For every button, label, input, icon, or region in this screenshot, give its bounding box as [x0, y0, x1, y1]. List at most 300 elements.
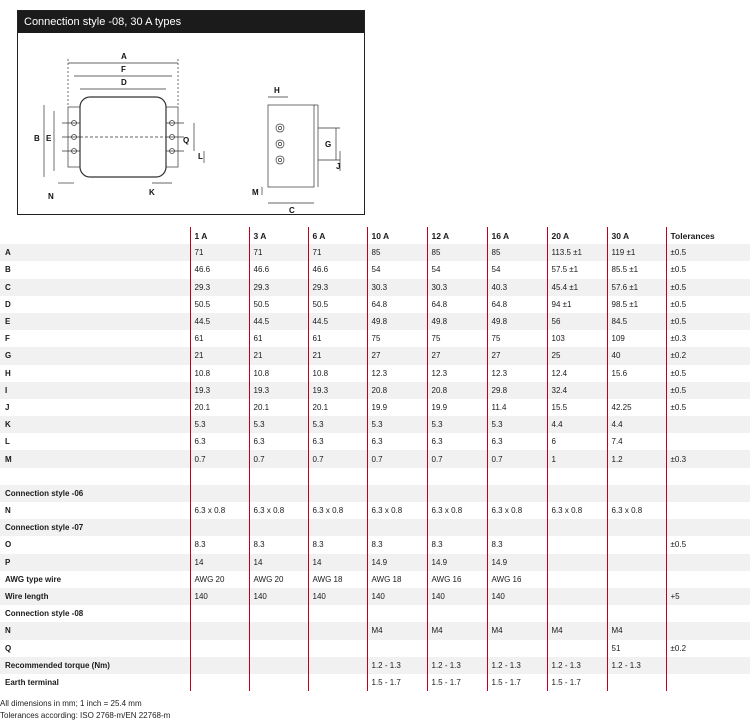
table-cell: [666, 468, 750, 485]
table-cell: [249, 640, 308, 657]
table-cell: AWG 20: [190, 571, 249, 588]
table-cell: 19.3: [249, 382, 308, 399]
table-cell: 1.5 - 1.7: [547, 674, 607, 691]
table-cell: [367, 605, 427, 622]
header-cell: 3 A: [249, 227, 308, 244]
table-cell: 8.3: [487, 536, 547, 553]
table-cell: [547, 485, 607, 502]
label-q: Q: [183, 136, 190, 145]
table-row: [0, 485, 750, 502]
table-row: [0, 244, 750, 261]
row-label: K: [0, 416, 190, 433]
table-cell: 30.3: [367, 279, 427, 296]
table-cell: [666, 674, 750, 691]
table-cell: [487, 519, 547, 536]
table-cell: [487, 640, 547, 657]
table-cell: 12.4: [547, 365, 607, 382]
table-cell: 12.3: [367, 365, 427, 382]
table-cell: 14.9: [427, 554, 487, 571]
table-cell: 85.5 ±1: [607, 261, 666, 278]
table-row: [0, 261, 750, 278]
table-cell: 25: [547, 347, 607, 364]
table-cell: [666, 416, 750, 433]
label-j: J: [336, 162, 341, 171]
table-cell: 14.9: [367, 554, 427, 571]
table-cell: [427, 605, 487, 622]
table-cell: [547, 536, 607, 553]
table-cell: 54: [487, 261, 547, 278]
table-cell: +5: [666, 588, 750, 605]
table-cell: 20.8: [367, 382, 427, 399]
table-cell: 140: [427, 588, 487, 605]
table-cell: 5.3: [190, 416, 249, 433]
table-cell: [666, 502, 750, 519]
table-cell: 14: [308, 554, 367, 571]
table-row: [0, 554, 750, 571]
table-cell: [308, 674, 367, 691]
table-cell: [547, 640, 607, 657]
table-cell: [190, 657, 249, 674]
table-cell: M4: [427, 622, 487, 639]
table-cell: 27: [427, 347, 487, 364]
table-cell: ±0.5: [666, 279, 750, 296]
row-label: D: [0, 296, 190, 313]
table-cell: AWG 16: [427, 571, 487, 588]
header-cell: 20 A: [547, 227, 607, 244]
table-cell: 61: [190, 330, 249, 347]
table-cell: 44.5: [190, 313, 249, 330]
table-cell: 50.5: [190, 296, 249, 313]
table-cell: 40.3: [487, 279, 547, 296]
row-label: H: [0, 365, 190, 382]
table-cell: 119 ±1: [607, 244, 666, 261]
table-cell: 6.3: [308, 433, 367, 450]
table-cell: 75: [367, 330, 427, 347]
header-cell: 16 A: [487, 227, 547, 244]
table-cell: 12.3: [487, 365, 547, 382]
table-cell: [666, 433, 750, 450]
table-cell: 1.2 - 1.3: [427, 657, 487, 674]
table-cell: [367, 640, 427, 657]
table-cell: 1.2 - 1.3: [607, 657, 666, 674]
table-cell: [190, 640, 249, 657]
drawing-svg: [18, 33, 364, 214]
table-cell: 54: [367, 261, 427, 278]
table-cell: 0.7: [367, 450, 427, 467]
table-cell: ±0.2: [666, 347, 750, 364]
table-cell: 56: [547, 313, 607, 330]
table-cell: ±0.5: [666, 261, 750, 278]
table-cell: 49.8: [427, 313, 487, 330]
label-h: H: [274, 86, 280, 95]
dimension-drawing: [17, 10, 365, 215]
table-cell: 0.7: [308, 450, 367, 467]
table-cell: 113.5 ±1: [547, 244, 607, 261]
table-cell: 84.5: [607, 313, 666, 330]
table-row: [0, 433, 750, 450]
table-cell: [190, 674, 249, 691]
table-cell: 5.3: [308, 416, 367, 433]
table-cell: 29.3: [308, 279, 367, 296]
table-cell: [249, 622, 308, 639]
table-cell: [308, 519, 367, 536]
table-cell: [666, 657, 750, 674]
table-cell: 57.5 ±1: [547, 261, 607, 278]
table-cell: 4.4: [547, 416, 607, 433]
table-row: [0, 588, 750, 605]
table-cell: [607, 536, 666, 553]
row-label: AWG type wire: [0, 571, 190, 588]
table-cell: 10.8: [249, 365, 308, 382]
filter-body-side: [268, 105, 314, 187]
header-cell: Tolerances: [666, 227, 750, 244]
row-label: E: [0, 313, 190, 330]
table-cell: [666, 571, 750, 588]
table-cell: 5.3: [427, 416, 487, 433]
row-label: M: [0, 450, 190, 467]
label-d: D: [121, 78, 127, 87]
table-cell: 44.5: [308, 313, 367, 330]
table-cell: 50.5: [249, 296, 308, 313]
table-cell: [666, 622, 750, 639]
table-cell: [487, 468, 547, 485]
table-cell: 140: [308, 588, 367, 605]
table-cell: 15.6: [607, 365, 666, 382]
table-cell: 5.3: [249, 416, 308, 433]
table-cell: 75: [427, 330, 487, 347]
table-cell: 140: [190, 588, 249, 605]
row-label: Recommended torque (Nm): [0, 657, 190, 674]
table-cell: [547, 605, 607, 622]
row-label: N: [0, 622, 190, 639]
table-cell: ±0.5: [666, 399, 750, 416]
table-cell: ±0.5: [666, 296, 750, 313]
table-cell: 6.3 x 0.8: [487, 502, 547, 519]
table-cell: [487, 485, 547, 502]
table-cell: [547, 468, 607, 485]
row-label: Earth terminal: [0, 674, 190, 691]
table-row: [0, 347, 750, 364]
row-label: G: [0, 347, 190, 364]
table-cell: 6.3 x 0.8: [367, 502, 427, 519]
table-cell: 5.3: [367, 416, 427, 433]
label-c: C: [289, 206, 295, 214]
table-cell: [607, 382, 666, 399]
table-cell: [190, 519, 249, 536]
table-cell: 1.5 - 1.7: [367, 674, 427, 691]
table-cell: [666, 485, 750, 502]
table-cell: 21: [190, 347, 249, 364]
row-label: Q: [0, 640, 190, 657]
table-cell: [190, 468, 249, 485]
table-header-row: [0, 227, 750, 244]
header-cell: 12 A: [427, 227, 487, 244]
table-cell: M4: [607, 622, 666, 639]
table-cell: 1.5 - 1.7: [427, 674, 487, 691]
table-cell: 8.3: [427, 536, 487, 553]
table-cell: 61: [308, 330, 367, 347]
table-cell: [308, 468, 367, 485]
row-label: P: [0, 554, 190, 571]
table-cell: 6.3 x 0.8: [308, 502, 367, 519]
table-cell: 1.2 - 1.3: [367, 657, 427, 674]
table-cell: 42.25: [607, 399, 666, 416]
table-cell: 6.3: [367, 433, 427, 450]
table-cell: 1.2 - 1.3: [547, 657, 607, 674]
footnote-tolerances: Tolerances according: ISO 2768-m/EN 22768-m: [0, 711, 171, 720]
table-cell: 14: [190, 554, 249, 571]
table-cell: [190, 605, 249, 622]
table-cell: 15.5: [547, 399, 607, 416]
table-cell: 7.4: [607, 433, 666, 450]
row-label: B: [0, 261, 190, 278]
header-cell: 10 A: [367, 227, 427, 244]
table-cell: 61: [249, 330, 308, 347]
table-row: [0, 399, 750, 416]
table-cell: 1.2: [607, 450, 666, 467]
table-cell: [367, 519, 427, 536]
table-row: [0, 450, 750, 467]
section-heading: Connection style -08: [0, 605, 190, 622]
table-cell: 8.3: [249, 536, 308, 553]
table-cell: 19.3: [308, 382, 367, 399]
table-cell: 20.1: [190, 399, 249, 416]
row-label: [0, 468, 190, 485]
table-row: [0, 502, 750, 519]
table-cell: [547, 571, 607, 588]
table-cell: 140: [487, 588, 547, 605]
table-cell: 46.6: [190, 261, 249, 278]
table-cell: 49.8: [487, 313, 547, 330]
table-cell: 0.7: [487, 450, 547, 467]
table-cell: 85: [487, 244, 547, 261]
table-cell: 94 ±1: [547, 296, 607, 313]
table-row: [0, 330, 750, 347]
table-cell: ±0.5: [666, 365, 750, 382]
table-row: [0, 674, 750, 691]
table-row: [0, 416, 750, 433]
table-row: [0, 640, 750, 657]
table-cell: 20.1: [308, 399, 367, 416]
table-cell: ±0.5: [666, 382, 750, 399]
table-cell: 27: [487, 347, 547, 364]
table-cell: [427, 485, 487, 502]
row-label: J: [0, 399, 190, 416]
table-cell: 6.3 x 0.8: [249, 502, 308, 519]
table-cell: [308, 640, 367, 657]
table-cell: 21: [308, 347, 367, 364]
table-cell: 49.8: [367, 313, 427, 330]
header-cell: [0, 227, 190, 244]
table-cell: 30.3: [427, 279, 487, 296]
table-cell: 71: [190, 244, 249, 261]
table-cell: 5.3: [487, 416, 547, 433]
header-cell: 30 A: [607, 227, 666, 244]
table-cell: 6.3 x 0.8: [427, 502, 487, 519]
table-row: [0, 468, 750, 485]
table-cell: 64.8: [487, 296, 547, 313]
table-row: [0, 622, 750, 639]
table-cell: 14: [249, 554, 308, 571]
table-cell: 19.9: [367, 399, 427, 416]
table-cell: 71: [308, 244, 367, 261]
table-cell: 103: [547, 330, 607, 347]
table-cell: [367, 468, 427, 485]
table-cell: [666, 605, 750, 622]
table-cell: 29.8: [487, 382, 547, 399]
table-cell: [249, 468, 308, 485]
table-cell: 0.7: [427, 450, 487, 467]
table-cell: ±0.2: [666, 640, 750, 657]
table-cell: 6.3 x 0.8: [607, 502, 666, 519]
table-cell: 12.3: [427, 365, 487, 382]
table-cell: [607, 588, 666, 605]
table-cell: 71: [249, 244, 308, 261]
table-cell: 14.9: [487, 554, 547, 571]
table-cell: 1.2 - 1.3: [487, 657, 547, 674]
table-cell: [249, 605, 308, 622]
table-cell: AWG 18: [367, 571, 427, 588]
table-cell: 51: [607, 640, 666, 657]
table-cell: [308, 605, 367, 622]
table-cell: 32.4: [547, 382, 607, 399]
table-cell: 29.3: [190, 279, 249, 296]
row-label: Wire length: [0, 588, 190, 605]
table-cell: 1.5 - 1.7: [487, 674, 547, 691]
row-label: C: [0, 279, 190, 296]
drawing-title: Connection style -08, 30 A types: [18, 11, 364, 33]
table-cell: 45.4 ±1: [547, 279, 607, 296]
table-cell: [427, 468, 487, 485]
table-cell: AWG 20: [249, 571, 308, 588]
table-cell: [607, 674, 666, 691]
table-cell: ±0.3: [666, 330, 750, 347]
table-cell: [607, 485, 666, 502]
table-cell: M4: [487, 622, 547, 639]
table-cell: 19.3: [190, 382, 249, 399]
table-cell: 6.3 x 0.8: [547, 502, 607, 519]
table-cell: [308, 657, 367, 674]
label-n: N: [48, 192, 54, 201]
table-cell: 64.8: [427, 296, 487, 313]
label-b: B: [34, 134, 40, 143]
table-cell: [607, 571, 666, 588]
table-cell: 50.5: [308, 296, 367, 313]
table-cell: [547, 554, 607, 571]
table-cell: [547, 519, 607, 536]
label-e: E: [46, 134, 52, 143]
header-cell: 6 A: [308, 227, 367, 244]
row-label: A: [0, 244, 190, 261]
table-cell: 27: [367, 347, 427, 364]
label-l: L: [198, 152, 203, 161]
row-label: N: [0, 502, 190, 519]
table-cell: [308, 485, 367, 502]
table-cell: [607, 519, 666, 536]
row-label: O: [0, 536, 190, 553]
table-cell: AWG 18: [308, 571, 367, 588]
table-cell: 11.4: [487, 399, 547, 416]
table-cell: 109: [607, 330, 666, 347]
table-row: [0, 279, 750, 296]
table-cell: [249, 674, 308, 691]
table-cell: 10.8: [190, 365, 249, 382]
table-cell: 6.3: [190, 433, 249, 450]
label-f: F: [121, 65, 126, 74]
row-label: I: [0, 382, 190, 399]
table-cell: [427, 519, 487, 536]
table-cell: 8.3: [367, 536, 427, 553]
table-cell: 54: [427, 261, 487, 278]
section-heading: Connection style -07: [0, 519, 190, 536]
table-cell: 6.3: [249, 433, 308, 450]
table-row: [0, 382, 750, 399]
table-cell: 46.6: [249, 261, 308, 278]
footnotes: [0, 698, 170, 722]
label-a: A: [121, 52, 127, 61]
table-cell: 1: [547, 450, 607, 467]
table-cell: [249, 657, 308, 674]
table-cell: AWG 16: [487, 571, 547, 588]
table-cell: [607, 554, 666, 571]
table-cell: [547, 588, 607, 605]
table-cell: [666, 519, 750, 536]
table-cell: 6.3: [487, 433, 547, 450]
header-cell: 1 A: [190, 227, 249, 244]
table-body: [0, 244, 750, 691]
table-cell: 19.9: [427, 399, 487, 416]
table-row: [0, 313, 750, 330]
row-label: L: [0, 433, 190, 450]
table-cell: 21: [249, 347, 308, 364]
table-cell: M4: [547, 622, 607, 639]
table-cell: 4.4: [607, 416, 666, 433]
footnote-units: All dimensions in mm; 1 inch = 25.4 mm: [0, 699, 142, 708]
table-row: [0, 519, 750, 536]
dimensions-table: [0, 227, 750, 691]
table-cell: 85: [367, 244, 427, 261]
table-cell: 6.3: [427, 433, 487, 450]
table-row: [0, 571, 750, 588]
table-row: [0, 536, 750, 553]
table-row: [0, 365, 750, 382]
label-g: G: [325, 140, 332, 149]
table-cell: ±0.5: [666, 536, 750, 553]
section-heading: Connection style -06: [0, 485, 190, 502]
table-cell: 20.1: [249, 399, 308, 416]
table-cell: 0.7: [249, 450, 308, 467]
table-row: [0, 657, 750, 674]
table-cell: 8.3: [308, 536, 367, 553]
table-cell: M4: [367, 622, 427, 639]
table-cell: 75: [487, 330, 547, 347]
table-cell: ±0.3: [666, 450, 750, 467]
table-cell: [190, 485, 249, 502]
table-cell: 98.5 ±1: [607, 296, 666, 313]
table-cell: 29.3: [249, 279, 308, 296]
table-cell: 10.8: [308, 365, 367, 382]
table-cell: 20.8: [427, 382, 487, 399]
table-cell: [190, 622, 249, 639]
label-k: K: [149, 188, 155, 197]
table-cell: [666, 554, 750, 571]
table-cell: 46.6: [308, 261, 367, 278]
table-cell: 8.3: [190, 536, 249, 553]
table-cell: 57.6 ±1: [607, 279, 666, 296]
table-cell: [249, 519, 308, 536]
table-cell: 40: [607, 347, 666, 364]
table-cell: 64.8: [367, 296, 427, 313]
